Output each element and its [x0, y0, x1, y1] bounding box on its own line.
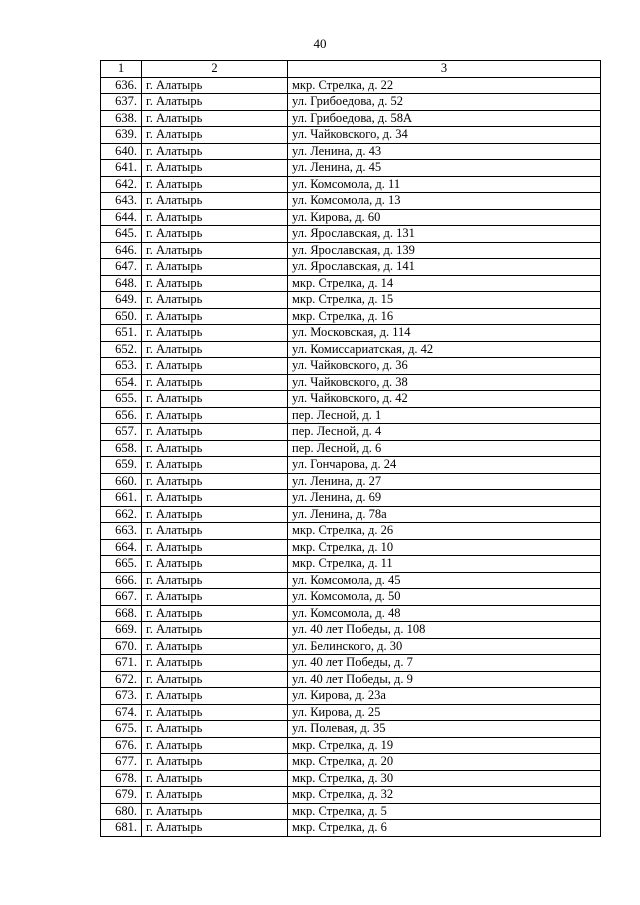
page-number: 40 [313, 36, 327, 51]
row-number: 639. [101, 127, 142, 144]
row-number: 637. [101, 94, 142, 111]
row-city: г. Алатырь [142, 341, 288, 358]
row-city: г. Алатырь [142, 457, 288, 474]
row-number: 678. [101, 770, 142, 787]
row-address: ул. Чайковского, д. 38 [288, 374, 601, 391]
row-city: г. Алатырь [142, 407, 288, 424]
row-city: г. Алатырь [142, 490, 288, 507]
row-number: 649. [101, 292, 142, 309]
row-city: г. Алатырь [142, 737, 288, 754]
row-city: г. Алатырь [142, 292, 288, 309]
row-number: 653. [101, 358, 142, 375]
row-city: г. Алатырь [142, 440, 288, 457]
row-city: г. Алатырь [142, 556, 288, 573]
row-city: г. Алатырь [142, 143, 288, 160]
row-number: 659. [101, 457, 142, 474]
row-city: г. Алатырь [142, 176, 288, 193]
row-address: ул. Кирова, д. 23а [288, 688, 601, 705]
row-number: 664. [101, 539, 142, 556]
row-number: 662. [101, 506, 142, 523]
row-city: г. Алатырь [142, 539, 288, 556]
row-address: ул. Московская, д. 114 [288, 325, 601, 342]
row-city: г. Алатырь [142, 110, 288, 127]
row-city: г. Алатырь [142, 704, 288, 721]
row-number: 654. [101, 374, 142, 391]
row-number: 679. [101, 787, 142, 804]
table-row [101, 77, 601, 94]
table-row [101, 226, 601, 243]
row-number: 652. [101, 341, 142, 358]
table-row [101, 193, 601, 210]
row-city: г. Алатырь [142, 506, 288, 523]
table-row [101, 292, 601, 309]
row-city: г. Алатырь [142, 209, 288, 226]
row-address: ул. Чайковского, д. 34 [288, 127, 601, 144]
row-number: 644. [101, 209, 142, 226]
row-city: г. Алатырь [142, 358, 288, 375]
row-number: 660. [101, 473, 142, 490]
row-address: ул. Чайковского, д. 36 [288, 358, 601, 375]
table-row [101, 490, 601, 507]
row-city: г. Алатырь [142, 193, 288, 210]
header-cell-2: 2 [142, 61, 288, 78]
row-city: г. Алатырь [142, 259, 288, 276]
row-number: 655. [101, 391, 142, 408]
row-number: 671. [101, 655, 142, 672]
row-number: 643. [101, 193, 142, 210]
row-address: ул. Гончарова, д. 24 [288, 457, 601, 474]
row-address: мкр. Стрелка, д. 5 [288, 803, 601, 820]
table-header [101, 61, 601, 78]
address-table [100, 60, 601, 837]
row-number: 668. [101, 605, 142, 622]
row-address: ул. Ярославская, д. 131 [288, 226, 601, 243]
row-number: 677. [101, 754, 142, 771]
row-address: ул. Комсомола, д. 48 [288, 605, 601, 622]
row-number: 642. [101, 176, 142, 193]
row-address: ул. 40 лет Победы, д. 7 [288, 655, 601, 672]
row-address: ул. Ленина, д. 27 [288, 473, 601, 490]
table-row [101, 143, 601, 160]
table-row [101, 589, 601, 606]
row-number: 673. [101, 688, 142, 705]
row-address: пер. Лесной, д. 4 [288, 424, 601, 441]
row-city: г. Алатырь [142, 242, 288, 259]
row-number: 669. [101, 622, 142, 639]
row-city: г. Алатырь [142, 127, 288, 144]
row-number: 641. [101, 160, 142, 177]
table-row [101, 523, 601, 540]
row-address: ул. Ярославская, д. 141 [288, 259, 601, 276]
table-row [101, 457, 601, 474]
table-row [101, 605, 601, 622]
row-address: ул. Ленина, д. 78а [288, 506, 601, 523]
row-city: г. Алатырь [142, 605, 288, 622]
table-row [101, 704, 601, 721]
row-number: 638. [101, 110, 142, 127]
row-number: 674. [101, 704, 142, 721]
row-city: г. Алатырь [142, 391, 288, 408]
row-city: г. Алатырь [142, 770, 288, 787]
row-city: г. Алатырь [142, 473, 288, 490]
table-row [101, 556, 601, 573]
row-number: 636. [101, 77, 142, 94]
row-city: г. Алатырь [142, 721, 288, 738]
row-city: г. Алатырь [142, 655, 288, 672]
table-row [101, 473, 601, 490]
row-city: г. Алатырь [142, 622, 288, 639]
row-number: 666. [101, 572, 142, 589]
row-address: мкр. Стрелка, д. 26 [288, 523, 601, 540]
row-number: 667. [101, 589, 142, 606]
row-city: г. Алатырь [142, 803, 288, 820]
row-number: 656. [101, 407, 142, 424]
table-row [101, 259, 601, 276]
row-number: 647. [101, 259, 142, 276]
row-address: ул. Комсомола, д. 13 [288, 193, 601, 210]
row-address: мкр. Стрелка, д. 6 [288, 820, 601, 837]
table-row [101, 160, 601, 177]
row-address: ул. Грибоедова, д. 52 [288, 94, 601, 111]
row-city: г. Алатырь [142, 820, 288, 837]
row-address: ул. Ленина, д. 45 [288, 160, 601, 177]
row-address: ул. Кирова, д. 60 [288, 209, 601, 226]
table-row [101, 374, 601, 391]
table-row [101, 110, 601, 127]
table-row [101, 622, 601, 639]
row-address: ул. Грибоедова, д. 58А [288, 110, 601, 127]
row-city: г. Алатырь [142, 275, 288, 292]
table-row [101, 424, 601, 441]
row-address: ул. 40 лет Победы, д. 108 [288, 622, 601, 639]
table-row [101, 671, 601, 688]
table-row [101, 820, 601, 837]
table-body [101, 77, 601, 836]
row-address: мкр. Стрелка, д. 15 [288, 292, 601, 309]
row-address: мкр. Стрелка, д. 19 [288, 737, 601, 754]
table-row [101, 721, 601, 738]
row-city: г. Алатырь [142, 589, 288, 606]
row-number: 648. [101, 275, 142, 292]
row-number: 661. [101, 490, 142, 507]
table-row [101, 787, 601, 804]
row-city: г. Алатырь [142, 787, 288, 804]
row-number: 640. [101, 143, 142, 160]
header-cell-1: 1 [101, 61, 142, 78]
row-city: г. Алатырь [142, 754, 288, 771]
table-row [101, 275, 601, 292]
row-number: 672. [101, 671, 142, 688]
row-number: 665. [101, 556, 142, 573]
row-city: г. Алатырь [142, 671, 288, 688]
row-address: мкр. Стрелка, д. 32 [288, 787, 601, 804]
row-number: 645. [101, 226, 142, 243]
table-row [101, 754, 601, 771]
row-number: 658. [101, 440, 142, 457]
row-address: ул. Ленина, д. 43 [288, 143, 601, 160]
header-cell-3: 3 [288, 61, 601, 78]
table-row [101, 308, 601, 325]
row-address: ул. Комсомола, д. 45 [288, 572, 601, 589]
table-row [101, 209, 601, 226]
row-city: г. Алатырь [142, 523, 288, 540]
table-row [101, 176, 601, 193]
row-city: г. Алатырь [142, 77, 288, 94]
row-city: г. Алатырь [142, 226, 288, 243]
row-address: мкр. Стрелка, д. 16 [288, 308, 601, 325]
row-address: ул. Комсомола, д. 50 [288, 589, 601, 606]
row-address: ул. Ленина, д. 69 [288, 490, 601, 507]
row-number: 663. [101, 523, 142, 540]
row-city: г. Алатырь [142, 374, 288, 391]
table-row [101, 325, 601, 342]
table-row [101, 94, 601, 111]
row-address: мкр. Стрелка, д. 30 [288, 770, 601, 787]
row-address: ул. Кирова, д. 25 [288, 704, 601, 721]
row-city: г. Алатырь [142, 688, 288, 705]
row-address: ул. Чайковского, д. 42 [288, 391, 601, 408]
table-row [101, 341, 601, 358]
row-city: г. Алатырь [142, 325, 288, 342]
table-row [101, 688, 601, 705]
row-address: мкр. Стрелка, д. 22 [288, 77, 601, 94]
table-row [101, 242, 601, 259]
row-number: 670. [101, 638, 142, 655]
table-row [101, 358, 601, 375]
row-address: пер. Лесной, д. 1 [288, 407, 601, 424]
row-address: ул. Белинского, д. 30 [288, 638, 601, 655]
row-city: г. Алатырь [142, 424, 288, 441]
table-row [101, 407, 601, 424]
row-address: мкр. Стрелка, д. 11 [288, 556, 601, 573]
table-row [101, 803, 601, 820]
row-address: мкр. Стрелка, д. 20 [288, 754, 601, 771]
table-row [101, 539, 601, 556]
row-number: 680. [101, 803, 142, 820]
row-address: ул. Ярославская, д. 139 [288, 242, 601, 259]
row-address: пер. Лесной, д. 6 [288, 440, 601, 457]
row-city: г. Алатырь [142, 638, 288, 655]
row-number: 676. [101, 737, 142, 754]
table-row [101, 770, 601, 787]
row-number: 646. [101, 242, 142, 259]
table-row [101, 391, 601, 408]
row-city: г. Алатырь [142, 572, 288, 589]
row-number: 657. [101, 424, 142, 441]
row-city: г. Алатырь [142, 94, 288, 111]
row-number: 650. [101, 308, 142, 325]
row-city: г. Алатырь [142, 308, 288, 325]
header-row [101, 61, 601, 78]
row-address: мкр. Стрелка, д. 10 [288, 539, 601, 556]
row-city: г. Алатырь [142, 160, 288, 177]
table-row [101, 572, 601, 589]
table-row [101, 506, 601, 523]
row-address: ул. 40 лет Победы, д. 9 [288, 671, 601, 688]
table-row [101, 655, 601, 672]
row-address: ул. Комсомола, д. 11 [288, 176, 601, 193]
table-row [101, 440, 601, 457]
row-address: мкр. Стрелка, д. 14 [288, 275, 601, 292]
row-address: ул. Комиссариатская, д. 42 [288, 341, 601, 358]
row-number: 675. [101, 721, 142, 738]
row-address: ул. Полевая, д. 35 [288, 721, 601, 738]
table-row [101, 638, 601, 655]
table-row [101, 127, 601, 144]
table-row [101, 737, 601, 754]
row-number: 651. [101, 325, 142, 342]
row-number: 681. [101, 820, 142, 837]
